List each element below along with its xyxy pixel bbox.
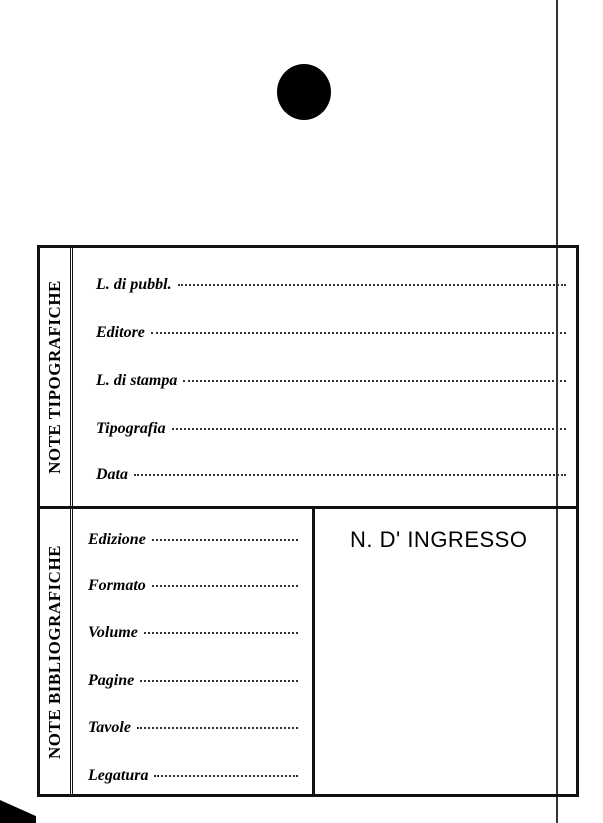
bibliographic-notes-label: NOTE BIBLIOGRAFICHE — [40, 509, 73, 794]
punch-hole — [277, 64, 331, 120]
field-data: Data — [96, 466, 566, 484]
field-editore: Editore — [96, 324, 566, 342]
typographic-notes-label: NOTE TIPOGRAFICHE — [40, 248, 73, 506]
corner-mark — [0, 800, 36, 823]
ingresso-number-label: N. D' INGRESSO — [350, 527, 528, 552]
field-formato: Formato — [88, 577, 298, 595]
catalog-card — [37, 245, 579, 797]
field-luogo-stampa: L. di stampa — [96, 372, 566, 390]
field-volume: Volume — [88, 624, 298, 642]
section-divider — [312, 509, 315, 794]
field-luogo-pubblicazione: L. di pubbl. — [96, 276, 566, 294]
bibliographic-notes-section — [40, 509, 576, 794]
field-legatura: Legatura — [88, 767, 298, 785]
field-tavole: Tavole — [88, 719, 298, 737]
field-tipografia: Tipografia — [96, 420, 566, 438]
field-edizione: Edizione — [88, 531, 298, 549]
field-pagine: Pagine — [88, 672, 298, 690]
typographic-notes-section — [40, 248, 576, 509]
